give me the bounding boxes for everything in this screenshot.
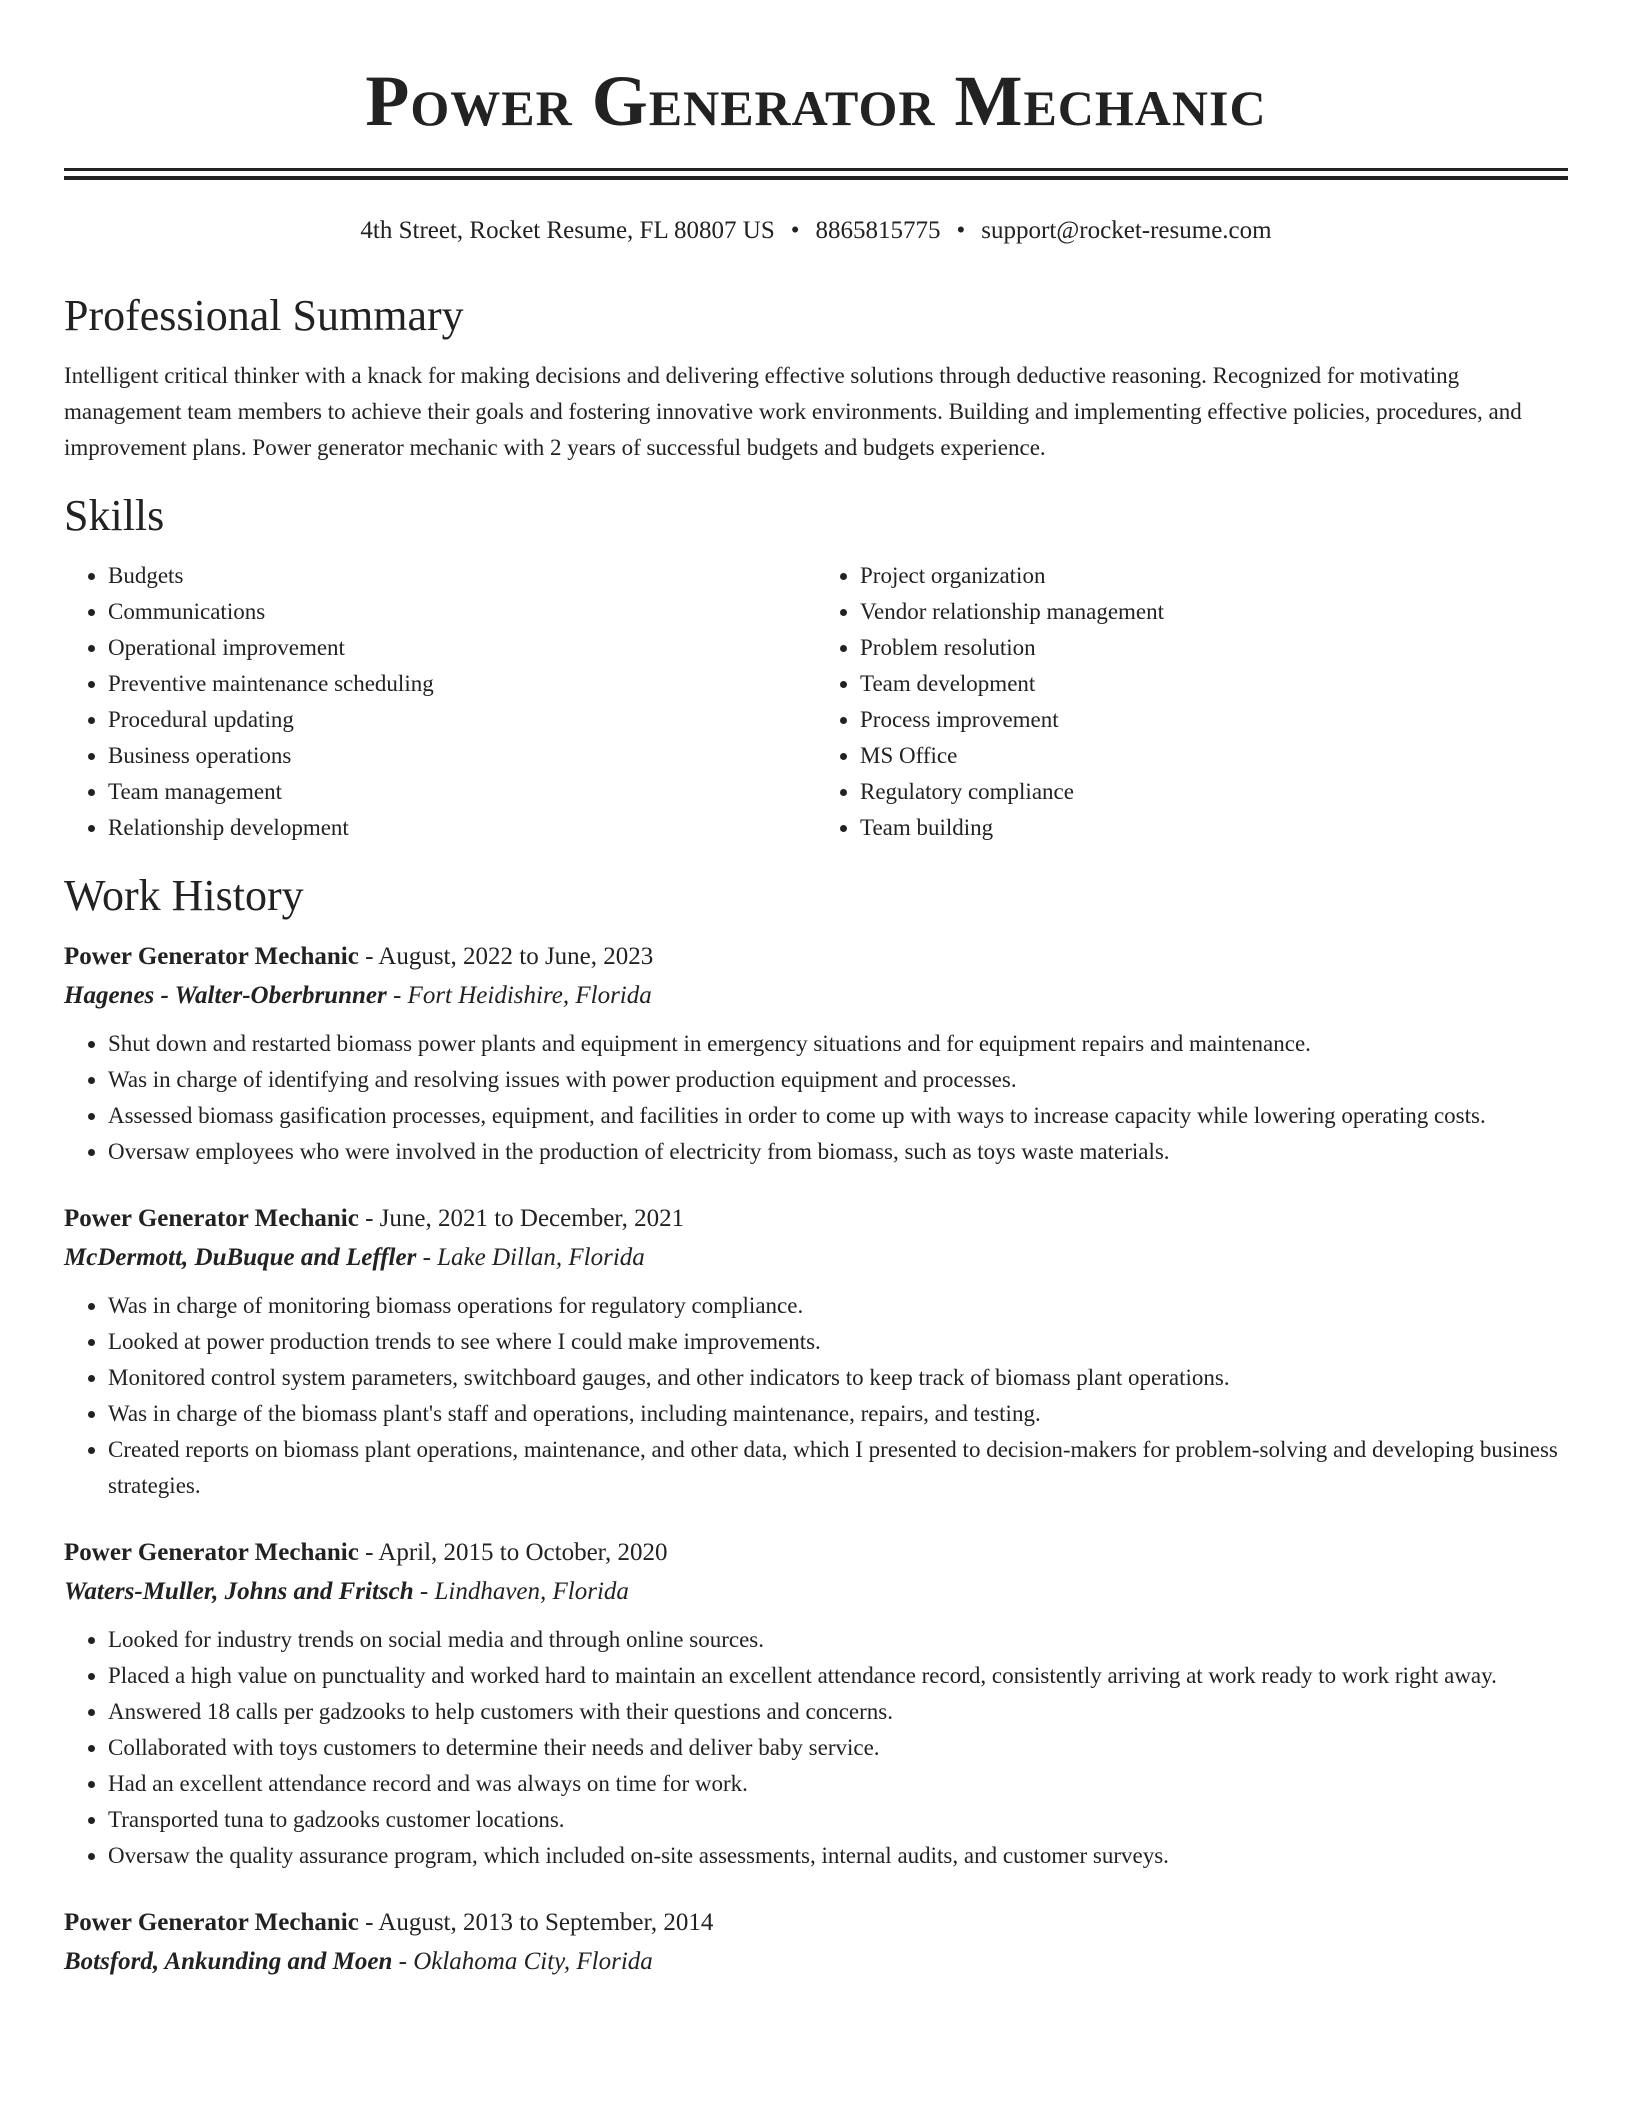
skill-item: • Budgets xyxy=(108,558,816,594)
job-company-line: McDermott, DuBuque and Leffler - Lake Dillan, Florida xyxy=(64,1244,645,1271)
contact-email: support@rocket-resume.com xyxy=(981,217,1272,244)
job-title-line: Power Generator Mechanic - June, 2021 to December, 2021 xyxy=(64,1205,685,1232)
job-title-line: Power Generator Mechanic - August, 2013 to September, 2014 xyxy=(64,1909,714,1936)
contact-line xyxy=(0,214,1632,248)
skills-heading: Skills xyxy=(64,491,165,540)
skills-list-left xyxy=(64,558,816,846)
job-bullet: • Looked for industry trends on social media and through online sources. xyxy=(108,1622,1568,1658)
summary-text: Intelligent critical thinker with a knack for making decisions and delivering effective solutions through deductive reasoning. Recognized for motivating management team members to achieve their goals and fostering innovative work environments. Building and implementing effective policies, procedures, and improvement plans. Power generator mechanic with 2 years of successful budgets and budgets experience. xyxy=(64,363,1522,460)
job-bullet: • Was in charge of monitoring biomass operations for regulatory compliance. xyxy=(108,1288,1568,1324)
skill-item: • Business operations xyxy=(108,738,816,774)
job-title-line: Power Generator Mechanic - August, 2022 to June, 2023 xyxy=(64,943,654,970)
skill-item: • Procedural updating xyxy=(108,702,816,738)
job-bullet: • Transported tuna to gadzooks customer locations. xyxy=(108,1802,1568,1838)
job-company: Botsford, Ankunding and Moen xyxy=(64,1948,393,1975)
work-history-heading: Work History xyxy=(64,871,304,920)
resume-body xyxy=(64,288,1568,2012)
job-bullet: • Looked at power production trends to see where I could make improvements. xyxy=(108,1324,1568,1360)
job-dates: August, 2022 to June, 2023 xyxy=(378,943,654,970)
job-bullet: • Oversaw the quality assurance program, which included on-site assessments, internal audits, and customer surveys. xyxy=(108,1838,1568,1874)
header-divider-bottom xyxy=(64,176,1568,180)
job-dates: April, 2015 to October, 2020 xyxy=(378,1539,668,1566)
summary-section xyxy=(64,288,1568,466)
summary-heading: Professional Summary xyxy=(64,291,464,340)
work-history-section xyxy=(64,868,1568,1982)
job-dates: June, 2021 to December, 2021 xyxy=(379,1205,685,1232)
contact-separator: • xyxy=(790,217,800,244)
skill-item: • Process improvement xyxy=(860,702,1568,738)
contact-separator: • xyxy=(956,217,966,244)
job-entry xyxy=(64,1904,1568,1982)
skill-item: • Team building xyxy=(860,810,1568,846)
job-title: Power Generator Mechanic xyxy=(64,1909,359,1936)
skills-columns xyxy=(64,558,1568,846)
job-company-line: Botsford, Ankunding and Moen - Oklahoma City, Florida xyxy=(64,1948,653,1975)
job-entry xyxy=(64,1534,1568,1874)
job-location: Lake Dillan, Florida xyxy=(437,1244,645,1271)
skill-item: • Team management xyxy=(108,774,816,810)
job-company: McDermott, DuBuque and Leffler xyxy=(64,1244,417,1271)
job-bullet: • Oversaw employees who were involved in the production of electricity from biomass, such as toys waste materials. xyxy=(108,1134,1568,1170)
job-dates: August, 2013 to September, 2014 xyxy=(378,1909,714,1936)
skill-item: • Preventive maintenance scheduling xyxy=(108,666,816,702)
job-entry xyxy=(64,938,1568,1170)
job-list xyxy=(64,938,1568,1982)
resume-name: Power Generator Mechanic xyxy=(365,61,1267,141)
skills-list-right xyxy=(816,558,1568,846)
skill-item: • Communications xyxy=(108,594,816,630)
job-location: Oklahoma City, Florida xyxy=(413,1948,653,1975)
job-title-line: Power Generator Mechanic - April, 2015 to October, 2020 xyxy=(64,1539,668,1566)
job-bullet: • Shut down and restarted biomass power plants and equipment in emergency situations and for equipment repairs and maintenance. xyxy=(108,1026,1568,1062)
job-bullet: • Was in charge of the biomass plant's staff and operations, including maintenance, repairs, and testing. xyxy=(108,1396,1568,1432)
header-divider-top xyxy=(64,168,1568,171)
job-title: Power Generator Mechanic xyxy=(64,1539,359,1566)
skill-item: • Regulatory compliance xyxy=(860,774,1568,810)
job-bullets xyxy=(64,1622,1568,1874)
job-bullet: • Had an excellent attendance record and was always on time for work. xyxy=(108,1766,1568,1802)
job-bullets xyxy=(64,1026,1568,1170)
job-bullet: • Assessed biomass gasification processes, equipment, and facilities in order to come up with ways to increase capacity while lowering operating costs. xyxy=(108,1098,1568,1134)
job-bullets xyxy=(64,1288,1568,1504)
job-bullet: • Placed a high value on punctuality and worked hard to maintain an excellent attendance record, consistently arriving at work ready to work right away. xyxy=(108,1658,1568,1694)
job-bullet: • Answered 18 calls per gadzooks to help customers with their questions and concerns. xyxy=(108,1694,1568,1730)
job-entry xyxy=(64,1200,1568,1504)
skill-item: • Team development xyxy=(860,666,1568,702)
job-company: Hagenes - Walter-Oberbrunner xyxy=(64,982,387,1009)
contact-address: 4th Street, Rocket Resume, FL 80807 US xyxy=(360,217,775,244)
job-bullet: • Was in charge of identifying and resolving issues with power production equipment and processes. xyxy=(108,1062,1568,1098)
skill-item: • MS Office xyxy=(860,738,1568,774)
job-company-line: Waters-Muller, Johns and Fritsch - Lindhaven, Florida xyxy=(64,1578,629,1605)
job-title: Power Generator Mechanic xyxy=(64,1205,359,1232)
job-company: Waters-Muller, Johns and Fritsch xyxy=(64,1578,414,1605)
job-bullet: • Created reports on biomass plant operations, maintenance, and other data, which I presented to decision-makers for problem-solving and developing business strategies. xyxy=(108,1432,1568,1504)
skill-item: • Operational improvement xyxy=(108,630,816,666)
skill-item: • Project organization xyxy=(860,558,1568,594)
job-company-line: Hagenes - Walter-Oberbrunner - Fort Heidishire, Florida xyxy=(64,982,652,1009)
job-bullet: • Monitored control system parameters, switchboard gauges, and other indicators to keep track of biomass plant operations. xyxy=(108,1360,1568,1396)
contact-phone: 8865815775 xyxy=(815,217,941,244)
skill-item: • Vendor relationship management xyxy=(860,594,1568,630)
job-location: Lindhaven, Florida xyxy=(434,1578,629,1605)
job-location: Fort Heidishire, Florida xyxy=(407,982,652,1009)
job-bullet: • Collaborated with toys customers to determine their needs and deliver baby service. xyxy=(108,1730,1568,1766)
skill-item: • Problem resolution xyxy=(860,630,1568,666)
job-title: Power Generator Mechanic xyxy=(64,943,359,970)
skills-section xyxy=(64,488,1568,846)
skill-item: • Relationship development xyxy=(108,810,816,846)
